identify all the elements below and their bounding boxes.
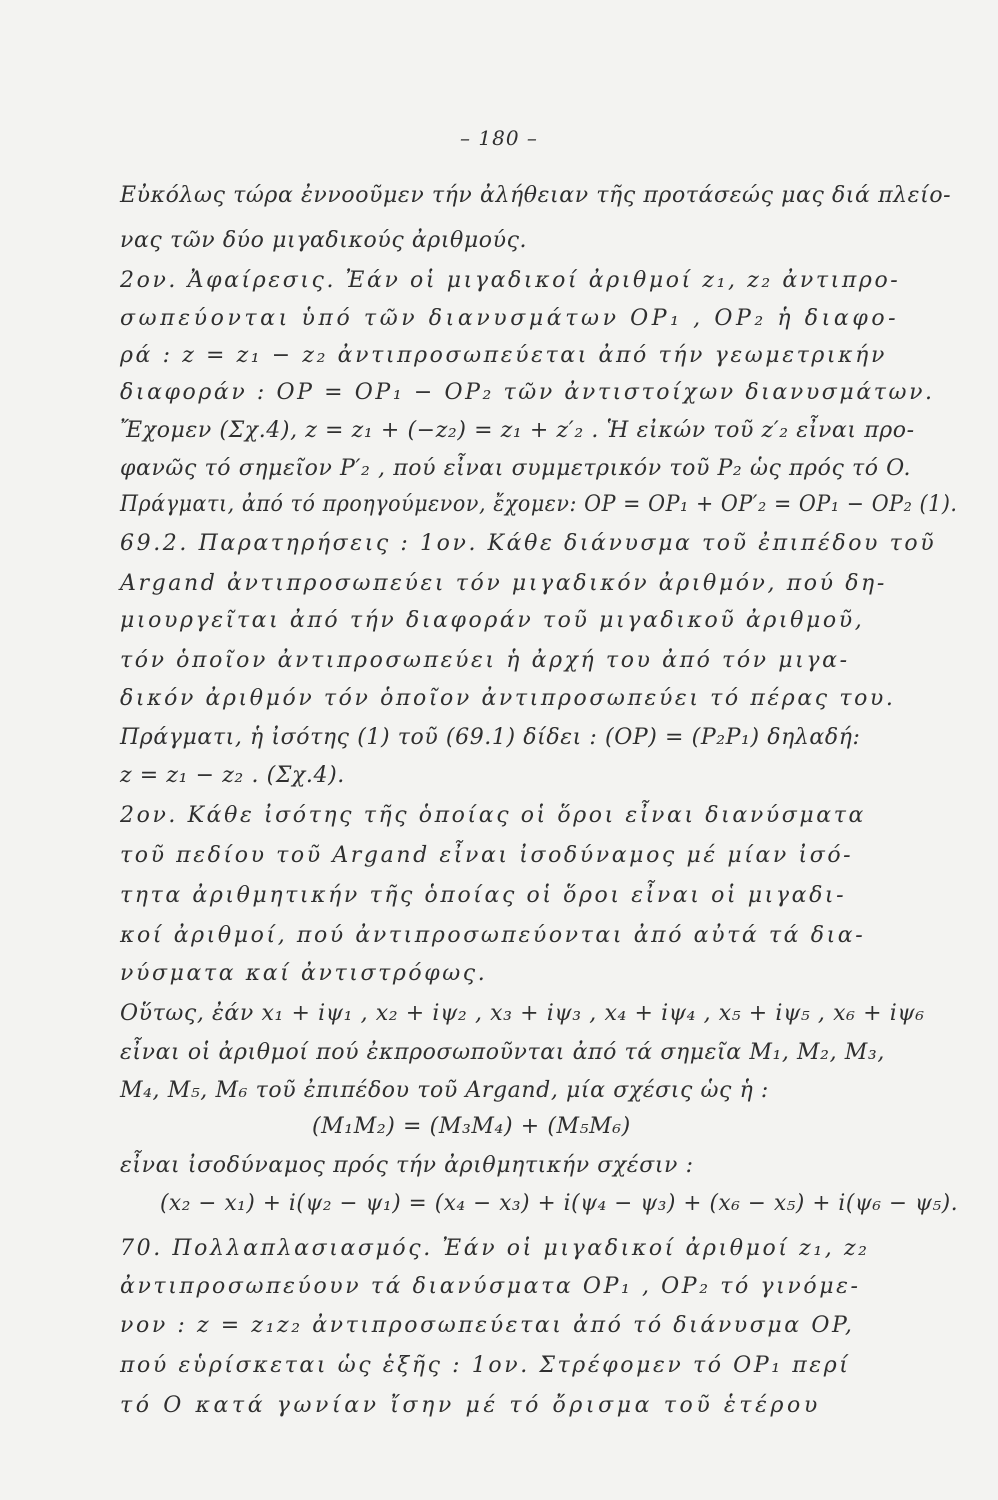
text-line: κοί ἀριθμοί, πού ἀντιπροσωπεύονται ἀπό αὐτά τά δια- [120, 923, 866, 948]
page-number: – 180 – [460, 126, 538, 150]
text-line: 2ον. Κάθε ἰσότης τῆς ὁποίας οἱ ὅροι εἶναι διανύσματα [120, 803, 866, 828]
text-line: 69.2. Παρατηρήσεις : 1ον. Κάθε διάνυσμα τοῦ ἐπιπέδου τοῦ [120, 531, 937, 556]
text-line: Πράγματι, ἡ ἰσότης (1) τοῦ (69.1) δίδει : (OP) = (P₂P₁) δηλαδή: [120, 725, 861, 750]
text-line: εἶναι ἰσοδύναμος πρός τήν ἀριθμητικήν σχέσιν : [120, 1153, 694, 1178]
text-line: τό O κατά γωνίαν ἴσην μέ τό ὄρισμα τοῦ ἑτέρου [120, 1393, 821, 1418]
equation-line: (x₂ − x₁) + i(ψ₂ − ψ₁) = (x₄ − x₃) + i(ψ₄ − ψ₃) + (x₆ − x₅) + i(ψ₆ − ψ₅). [160, 1191, 959, 1216]
text-line: νας τῶν δύο μιγαδικούς ἀριθμούς. [120, 228, 528, 253]
text-line: εἶναι οἱ ἀριθμοί πού ἐκπροσωποῦνται ἀπό τά σημεῖα M₁, M₂, M₃, [120, 1040, 885, 1065]
text-line: νον : z = z₁z₂ ἀντιπροσωπεύεται ἀπό τό διάνυσμα OP, [120, 1313, 855, 1338]
text-line: τόν ὁποῖον ἀντιπροσωπεύει ἡ ἀρχή του ἀπό τόν μιγα- [120, 648, 850, 673]
text-line: Ἔχομεν (Σχ.4), z = z₁ + (−z₂) = z₁ + z′₂ . Ἡ εἰκών τοῦ z′₂ εἶναι προ- [120, 418, 915, 443]
text-line: μιουργεῖται ἀπό τήν διαφοράν τοῦ μιγαδικοῦ ἀριθμοῦ, [120, 608, 865, 633]
text-line: ρά : z = z₁ − z₂ ἀντιπροσωπεύεται ἀπό τήν γεωμετρικήν [120, 343, 887, 368]
text-line: M₄, M₅, M₆ τοῦ ἐπιπέδου τοῦ Argand, μία σχέσις ὡς ἡ : [120, 1078, 769, 1103]
text-line: δικόν ἀριθμόν τόν ὁποῖον ἀντιπροσωπεύει τό πέρας του. [120, 686, 896, 711]
text-line: Οὕτως, ἐάν x₁ + iψ₁ , x₂ + iψ₂ , x₃ + iψ₃ , x₄ + iψ₄ , x₅ + iψ₅ , x₆ + iψ₆ [120, 1001, 925, 1026]
text-line: σωπεύονται ὑπό τῶν διανυσμάτων OP₁ , OP₂ ἡ διαφο- [120, 306, 900, 331]
text-line: τητα ἀριθμητικήν τῆς ὁποίας οἱ ὅροι εἶναι οἱ μιγαδι- [120, 883, 847, 908]
text-line: πού εὑρίσκεται ὡς ἑξῆς : 1ον. Στρέφομεν τό OP₁ περί [120, 1353, 851, 1378]
text-line: ἀντιπροσωπεύουν τά διανύσματα OP₁ , OP₂ τό γινόμε- [120, 1274, 861, 1299]
equation-line: (M₁M₂) = (M₃M₄) + (M₅M₆) [312, 1114, 631, 1139]
text-line: z = z₁ − z₂ . (Σχ.4). [120, 763, 345, 788]
text-line: νύσματα καί ἀντιστρόφως. [120, 961, 488, 986]
text-line: Argand ἀντιπροσωπεύει τόν μιγαδικόν ἀριθμόν, πού δη- [120, 571, 887, 596]
text-line: 2ον. Ἀφαίρεσις. Ἐάν οἱ μιγαδικοί ἀριθμοί z₁, z₂ ἀντιπρο- [120, 268, 901, 293]
text-line: Πράγματι, ἀπό τό προηγούμενον, ἔχομεν: OP = OP₁ + OP′₂ = OP₁ − OP₂ (1). [120, 492, 958, 517]
text-line: τοῦ πεδίου τοῦ Argand εἶναι ἰσοδύναμος μέ μίαν ἰσό- [120, 843, 854, 868]
text-line: διαφοράν : OP = OP₁ − OP₂ τῶν ἀντιστοίχων διανυσμάτων. [120, 380, 935, 405]
text-line: φανῶς τό σημεῖον P′₂ , πού εἶναι συμμετρικόν τοῦ P₂ ὡς πρός τό O. [120, 456, 912, 481]
text-line: Εὐκόλως τώρα ἐννοοῦμεν τήν ἀλήθειαν τῆς προτάσεώς μας διά πλείο- [120, 183, 952, 208]
text-line: 70. Πολλαπλασιασμός. Ἐάν οἱ μιγαδικοί ἀριθμοί z₁, z₂ [120, 1236, 870, 1261]
